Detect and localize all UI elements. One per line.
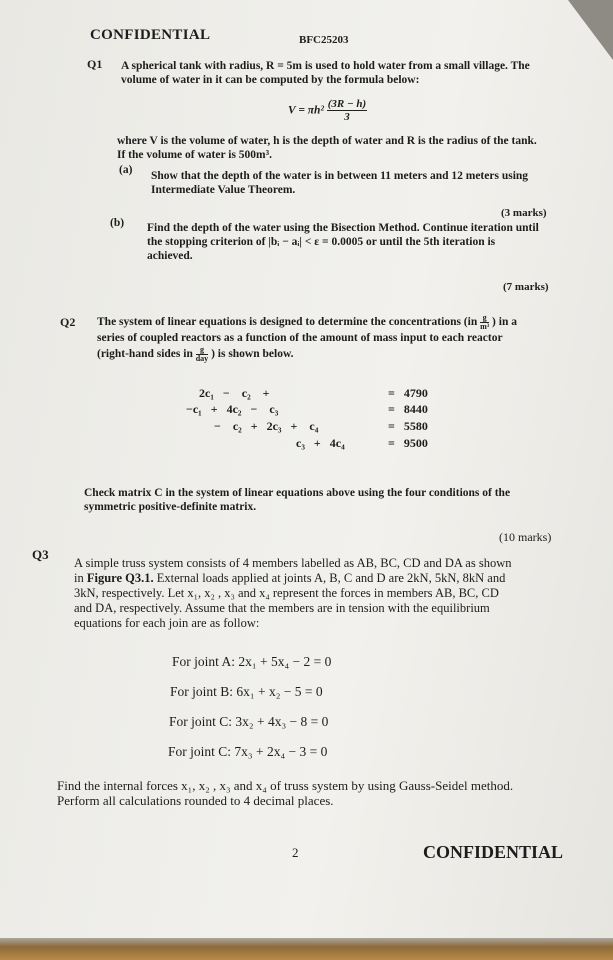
q3-line5: equations for each join are as follow: (74, 616, 260, 630)
q1-intro-line1: A spherical tank with radius, R = 5m is used to hold water from a small village. The (121, 60, 530, 72)
footer-confidential: CONFIDENTIAL (423, 842, 564, 862)
formula-fraction (327, 98, 367, 123)
eq-row-3-terms: − c₂ + 2c₃ + c₄ (214, 419, 319, 433)
eq-row-2-rhs: = 8440 (388, 402, 428, 416)
q2-line2: series of coupled reactors as a function of the amount of mass input to each reactor (97, 332, 503, 344)
q1a-line2: Intermediate Value Theorem. (151, 184, 296, 196)
q1b-line2: the stopping criterion of |bᵢ − aᵢ| < ε = 0.0005 or until the 5th iteration is (147, 236, 496, 248)
table-surface (0, 938, 613, 960)
q2-line3 (97, 346, 567, 363)
q3-line2-post: External loads applied at joints A, B, C and D are 2kN, 5kN, 8kN and (153, 571, 506, 585)
q2-unit-concentration (480, 314, 489, 331)
q1a-line1: Show that the depth of the water is in between 11 meters and 12 meters using (151, 170, 529, 182)
q3-number: Q3 (32, 547, 49, 562)
q2-line1-pre: The system of linear equations is designed to determine the concentrations (in (97, 316, 478, 329)
course-code: BFC25203 (299, 34, 349, 46)
q1-number: Q1 (87, 57, 103, 71)
q2-line3-post: ) is shown below. (211, 348, 294, 361)
eq-row-1-terms: 2c₁ − c₂ + (199, 386, 270, 400)
q3-line3: 3kN, respectively. Let x₁, x₂ , x₃ and x₄ represent the forces in members AB, BC, CD (74, 586, 499, 600)
q3-line2-pre: in (74, 571, 87, 585)
joint-equation: For joint A: 2x₁ + 5x₄ − 2 = 0 (172, 654, 332, 669)
q1b-label: (b) (110, 217, 125, 229)
frac-num: g (196, 346, 208, 355)
q3-find-line1: Find the internal forces x₁, x₂ , x₃ and x₄ of truss system by using Gauss-Seidel method. (57, 778, 514, 793)
q1-where (117, 134, 567, 162)
q2-intro (97, 314, 567, 363)
q1-where-line1: where V is the volume of water, h is the depth of water and R is the radius of the tank. (117, 135, 537, 147)
eq-row-2-terms: −c₁ + 4c₂ − c₃ (186, 402, 279, 416)
figure-reference: Figure Q3.1. (86, 571, 154, 585)
header-confidential: CONFIDENTIAL (90, 27, 211, 43)
eq-row-3-rhs: = 5580 (388, 419, 428, 433)
q2-marks: (10 marks) (499, 530, 552, 544)
q2-line1 (97, 314, 567, 331)
page-corner-shadow (568, 0, 613, 60)
q3-line4: and DA, respectively. Assume that the members are in tension with the equilibrium (74, 601, 490, 615)
joint-equation: For joint C: 7x₃ + 2x₄ − 3 = 0 (168, 744, 328, 759)
q1b-marks: (7 marks) (503, 281, 549, 293)
q1b-text (147, 221, 567, 263)
q2-line1-post: ) in a (492, 316, 517, 329)
page-number: 2 (292, 845, 299, 860)
joint-equation: For joint B: 6x₁ + x₂ − 5 = 0 (170, 684, 323, 699)
q3-line1: A simple truss system consists of 4 members labelled as AB, BC, CD and DA as shown (74, 556, 512, 570)
q3-find-line2: Perform all calculations rounded to 4 decimal places. (57, 793, 334, 808)
q1-where-line2: If the volume of water is 500m³. (117, 149, 272, 161)
q2-number: Q2 (60, 315, 76, 329)
q1b-line1: Find the depth of the water using the Bisection Method. Continue iteration until (147, 222, 539, 234)
q3-intro (74, 556, 574, 631)
frac-den: day (195, 354, 209, 363)
q3-find (57, 778, 587, 808)
q2-check-line2: symmetric positive-definite matrix. (84, 501, 257, 513)
q1a-text (151, 169, 561, 197)
q1a-label: (a) (119, 164, 133, 176)
frac-num: g (480, 314, 489, 323)
q2-check (84, 486, 569, 514)
formula-numerator: (3R − h) (327, 98, 367, 110)
q2-check-line1: Check matrix C in the system of linear equations above using the four conditions of the (84, 487, 511, 499)
q3-line2 (74, 571, 574, 586)
q1-formula (288, 98, 367, 123)
joint-equation: For joint C: 3x₂ + 4x₃ − 8 = 0 (169, 714, 329, 729)
eq-row-1-rhs: = 4790 (388, 386, 428, 400)
q2-unit-mass-rate (196, 346, 208, 363)
formula-lhs: V = πh² (288, 104, 324, 117)
formula-denominator: 3 (344, 111, 350, 123)
q2-line3-pre: (right-hand sides in (97, 348, 193, 361)
q1-intro-line2: volume of water in it can be computed by the formula below: (121, 74, 420, 86)
eq-row-4-terms: c₃ + 4c₄ (296, 436, 345, 450)
q1-intro (121, 59, 561, 87)
q1b-line3: achieved. (147, 250, 193, 262)
eq-row-4-rhs: = 9500 (388, 436, 428, 450)
q1a-marks: (3 marks) (501, 207, 547, 219)
frac-den: m³ (480, 322, 490, 331)
